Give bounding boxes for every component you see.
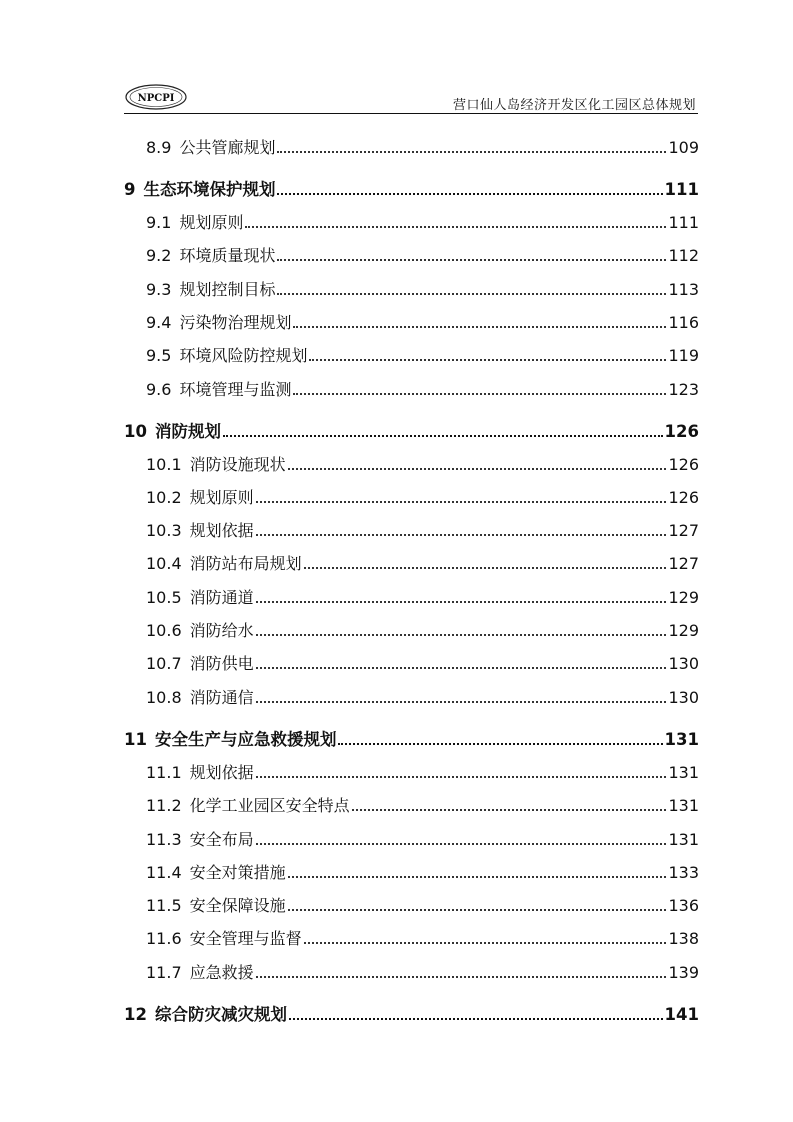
toc-entry-page-number: 136 bbox=[668, 896, 699, 915]
toc-section-entry[interactable] bbox=[146, 519, 699, 541]
toc-dot-leader bbox=[256, 701, 667, 703]
toc-entry-page-number: 131 bbox=[664, 730, 699, 749]
toc-entry-label: 安全对策措施 bbox=[189, 863, 286, 882]
toc-dot-leader bbox=[245, 226, 666, 228]
toc-entry-number: 11.7 bbox=[146, 963, 182, 982]
toc-dot-leader bbox=[352, 809, 667, 811]
toc-chapter-entry[interactable] bbox=[124, 728, 699, 750]
toc-entry-label: 公共管廊规划 bbox=[179, 138, 276, 157]
toc-entry-number: 11.5 bbox=[146, 896, 182, 915]
toc-entry-page-number: 116 bbox=[668, 313, 699, 332]
toc-entry-number: 11.6 bbox=[146, 929, 182, 948]
toc-chapter-entry[interactable] bbox=[124, 420, 699, 442]
toc-dot-leader bbox=[309, 359, 666, 361]
toc-dot-leader bbox=[256, 976, 667, 978]
toc-dot-leader bbox=[288, 876, 667, 878]
toc-dot-leader bbox=[338, 743, 662, 745]
toc-entry-page-number: 141 bbox=[664, 1005, 699, 1024]
toc-section-entry[interactable] bbox=[146, 828, 699, 850]
toc-section-entry[interactable] bbox=[146, 927, 699, 949]
toc-entry-page-number: 129 bbox=[668, 588, 699, 607]
toc-entry-label: 消防站布局规划 bbox=[189, 554, 302, 573]
toc-entry-label: 环境风险防控规划 bbox=[179, 346, 308, 365]
toc-section-entry[interactable] bbox=[146, 686, 699, 708]
toc-entry-page-number: 138 bbox=[668, 929, 699, 948]
toc-dot-leader bbox=[256, 501, 667, 503]
toc-section-entry[interactable] bbox=[146, 344, 699, 366]
toc-entry-number: 12 bbox=[124, 1005, 147, 1024]
toc-entry-number: 10.8 bbox=[146, 688, 182, 707]
toc-entry-label: 应急救援 bbox=[189, 963, 254, 982]
toc-entry-label: 消防规划 bbox=[154, 422, 221, 441]
toc-section-entry[interactable] bbox=[146, 552, 699, 574]
toc-entry-label: 环境质量现状 bbox=[179, 246, 276, 265]
toc-entry-label: 安全生产与应急救援规划 bbox=[154, 730, 337, 749]
toc-dot-leader bbox=[223, 435, 663, 437]
toc-entry-label: 安全布局 bbox=[189, 830, 254, 849]
toc-dot-leader bbox=[304, 567, 667, 569]
toc-entry-label: 安全保障设施 bbox=[189, 896, 286, 915]
toc-entry-number: 11 bbox=[124, 730, 147, 749]
toc-entry-number: 9.3 bbox=[146, 280, 172, 299]
toc-dot-leader bbox=[288, 909, 667, 911]
toc-entry-label: 生态环境保护规划 bbox=[143, 180, 276, 199]
toc-dot-leader bbox=[256, 634, 667, 636]
toc-dot-leader bbox=[277, 259, 666, 261]
toc-entry-number: 10.2 bbox=[146, 488, 182, 507]
toc-entry-number: 11.3 bbox=[146, 830, 182, 849]
toc-entry-number: 9.1 bbox=[146, 213, 172, 232]
toc-entry-page-number: 130 bbox=[668, 654, 699, 673]
toc-entry-page-number: 126 bbox=[668, 488, 699, 507]
toc-section-entry[interactable] bbox=[146, 586, 699, 608]
toc-section-entry[interactable] bbox=[146, 861, 699, 883]
toc-section-entry[interactable] bbox=[146, 278, 699, 300]
toc-entry-number: 10.3 bbox=[146, 521, 182, 540]
toc-entry-page-number: 127 bbox=[668, 554, 699, 573]
toc-dot-leader bbox=[289, 1018, 663, 1020]
toc-entry-page-number: 129 bbox=[668, 621, 699, 640]
toc-entry-page-number: 119 bbox=[668, 346, 699, 365]
toc-entry-page-number: 139 bbox=[668, 963, 699, 982]
toc-entry-label: 规划依据 bbox=[189, 521, 254, 540]
toc-entry-number: 10.1 bbox=[146, 455, 182, 474]
toc-entry-number: 9.5 bbox=[146, 346, 172, 365]
toc-entry-number: 10 bbox=[124, 422, 147, 441]
toc-dot-leader bbox=[256, 667, 667, 669]
toc-section-entry[interactable] bbox=[146, 961, 699, 983]
toc-section-entry[interactable] bbox=[146, 453, 699, 475]
toc-entry-number: 8.9 bbox=[146, 138, 172, 157]
toc-entry-label: 消防供电 bbox=[189, 654, 254, 673]
toc-entry-page-number: 111 bbox=[664, 180, 699, 199]
toc-entry-page-number: 113 bbox=[668, 280, 699, 299]
toc-entry-label: 化学工业园区安全特点 bbox=[189, 796, 350, 815]
toc-entry-number: 10.7 bbox=[146, 654, 182, 673]
toc-entry-label: 规划原则 bbox=[179, 213, 244, 232]
toc-section-entry[interactable] bbox=[146, 619, 699, 641]
toc-entry-page-number: 109 bbox=[668, 138, 699, 157]
toc-entry-number: 11.1 bbox=[146, 763, 182, 782]
toc-entry-number: 9 bbox=[124, 180, 136, 199]
toc-dot-leader bbox=[277, 193, 662, 195]
toc-entry-page-number: 133 bbox=[668, 863, 699, 882]
toc-entry-label: 环境管理与监测 bbox=[179, 380, 292, 399]
toc-section-entry[interactable] bbox=[146, 794, 699, 816]
toc-entry-label: 消防给水 bbox=[189, 621, 254, 640]
toc-entry-page-number: 131 bbox=[668, 796, 699, 815]
toc-entry-number: 9.6 bbox=[146, 380, 172, 399]
toc-entry-number: 11.2 bbox=[146, 796, 182, 815]
toc-dot-leader bbox=[256, 776, 667, 778]
toc-section-entry[interactable] bbox=[146, 894, 699, 916]
toc-dot-leader bbox=[304, 942, 667, 944]
toc-entry-label: 规划依据 bbox=[189, 763, 254, 782]
toc-entry-label: 消防通信 bbox=[189, 688, 254, 707]
toc-section-entry[interactable] bbox=[146, 136, 699, 158]
toc-entry-page-number: 131 bbox=[668, 763, 699, 782]
toc-chapter-entry[interactable] bbox=[124, 1003, 699, 1025]
toc-entry-label: 规划原则 bbox=[189, 488, 254, 507]
toc-entry-number: 10.4 bbox=[146, 554, 182, 573]
toc-dot-leader bbox=[277, 151, 666, 153]
toc-entry-page-number: 130 bbox=[668, 688, 699, 707]
toc-entry-label: 综合防灾减灾规划 bbox=[154, 1005, 287, 1024]
toc-entry-page-number: 112 bbox=[668, 246, 699, 265]
toc-entry-page-number: 127 bbox=[668, 521, 699, 540]
toc-entry-label: 消防设施现状 bbox=[189, 455, 286, 474]
toc-section-entry[interactable] bbox=[146, 211, 699, 233]
toc-entry-number: 10.5 bbox=[146, 588, 182, 607]
toc-entry-number: 11.4 bbox=[146, 863, 182, 882]
toc-entry-page-number: 131 bbox=[668, 830, 699, 849]
toc-dot-leader bbox=[256, 601, 667, 603]
svg-text:NPCPI: NPCPI bbox=[137, 93, 175, 104]
toc-section-entry[interactable] bbox=[146, 311, 699, 333]
toc-dot-leader bbox=[256, 534, 667, 536]
toc-dot-leader bbox=[256, 843, 667, 845]
toc-entry-number: 10.6 bbox=[146, 621, 182, 640]
toc-section-entry[interactable] bbox=[146, 761, 699, 783]
toc-entry-number: 9.2 bbox=[146, 246, 172, 265]
toc-dot-leader bbox=[277, 293, 666, 295]
toc-dot-leader bbox=[288, 468, 667, 470]
toc-chapter-entry[interactable] bbox=[124, 178, 699, 200]
toc-entry-page-number: 123 bbox=[668, 380, 699, 399]
toc-dot-leader bbox=[293, 393, 666, 395]
toc-section-entry[interactable] bbox=[146, 378, 699, 400]
toc-entry-label: 安全管理与监督 bbox=[189, 929, 302, 948]
toc-dot-leader bbox=[293, 326, 666, 328]
toc-entry-label: 规划控制目标 bbox=[179, 280, 276, 299]
toc-entry-label: 消防通道 bbox=[189, 588, 254, 607]
toc-entry-page-number: 126 bbox=[668, 455, 699, 474]
toc-section-entry[interactable] bbox=[146, 652, 699, 674]
toc-entry-page-number: 111 bbox=[668, 213, 699, 232]
toc-entry-label: 污染物治理规划 bbox=[179, 313, 292, 332]
toc-entry-number: 9.4 bbox=[146, 313, 172, 332]
toc-entry-page-number: 126 bbox=[664, 422, 699, 441]
toc-section-entry[interactable] bbox=[146, 244, 699, 266]
document-title: 营口仙人岛经济开发区化工园区总体规划 bbox=[452, 98, 696, 113]
toc-section-entry[interactable] bbox=[146, 486, 699, 508]
